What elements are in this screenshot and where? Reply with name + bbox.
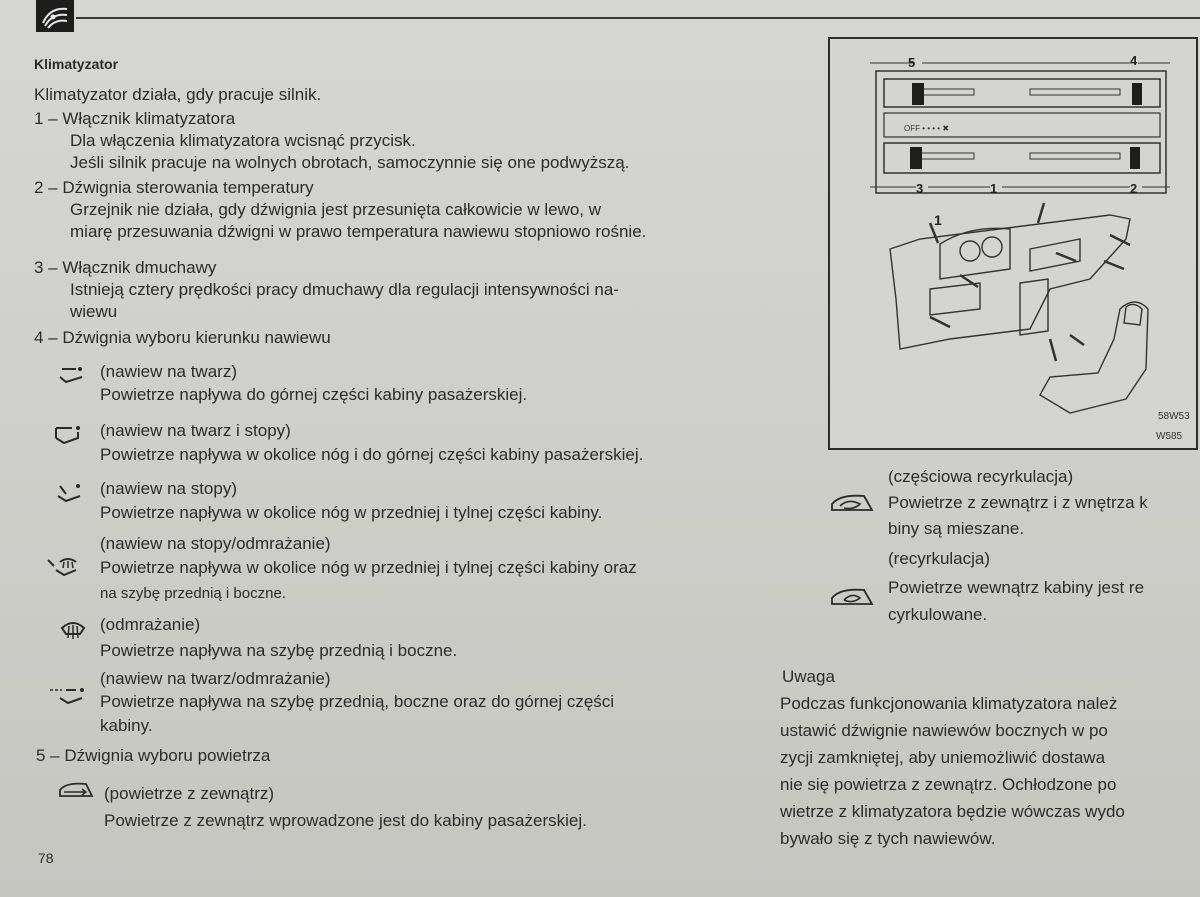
mode-feet-defrost-desc1: Powietrze napływa w okolice nóg w przedniej i tylnej części kabiny oraz	[100, 558, 637, 577]
face-vent-icon	[56, 363, 86, 387]
mode-face-desc: Powietrze napływa do górnej części kabiny pasażerskiej.	[100, 385, 528, 404]
diagram-code-1: 58W53	[1158, 411, 1190, 422]
ventilation-section-icon	[36, 0, 74, 32]
control-panel-drawing	[870, 63, 1170, 193]
mode-feet-defrost-label: (nawiew na stopy/odmrażanie)	[100, 534, 331, 553]
item-2-line2: miarę przesuwania dźwigni w prawo temperatura nawiewu stopniowo rośnie.	[70, 222, 647, 241]
callout-2: 2	[1130, 181, 1138, 196]
recirc-desc2: cyrkulowane.	[888, 605, 988, 624]
item-3-title: 3 – Włącznik dmuchawy	[34, 258, 217, 277]
mode-face-label: (nawiew na twarz)	[100, 362, 237, 381]
item-2-title: 2 – Dźwignia sterowania temperatury	[34, 178, 314, 197]
partial-recirc-label: (częściowa recyrkulacja)	[888, 467, 1074, 486]
note-line6: bywało się z tych nawiewów.	[780, 829, 996, 848]
note-line5: wietrze z klimatyzatora będzie wówczas wydo	[780, 802, 1125, 821]
face-and-feet-vent-icon	[52, 422, 86, 448]
top-rule	[76, 17, 1200, 19]
partial-recirc-desc1: Powietrze z zewnątrz i z wnętrza k	[888, 493, 1148, 512]
recirculation-icon	[828, 586, 876, 610]
mode-defrost-desc: Powietrze napływa na szybę przednią i boczne.	[100, 641, 458, 660]
note-line1: Podczas funkcjonowania klimatyzatora należ	[780, 694, 1118, 713]
diagram-code-2: W585	[1156, 431, 1183, 442]
callout-1: 1	[990, 181, 998, 196]
mode-bilevel-desc: Powietrze napływa w okolice nóg i do górnej części kabiny pasażerskiej.	[100, 445, 644, 464]
note-title: Uwaga	[782, 667, 835, 686]
callout-3: 3	[916, 181, 924, 196]
item-5-fresh-label: (powietrze z zewnątrz)	[104, 784, 275, 803]
mode-face-defrost-desc1: Powietrze napływa na szybę przednią, boczne oraz do górnej części	[100, 692, 615, 711]
item-2-line1: Grzejnik nie działa, gdy dźwignia jest przesunięta całkowicie w lewo, w	[70, 200, 602, 219]
section-title: Klimatyzator	[34, 56, 119, 72]
item-1-title: 1 – Włącznik klimatyzatora	[34, 109, 236, 128]
item-3-line1: Istnieją cztery prędkości pracy dmuchawy dla regulacji intensywności na-	[70, 280, 619, 299]
page-number: 78	[38, 850, 54, 866]
note-line2: ustawić dźwignie nawiewów bocznych w po	[780, 721, 1108, 740]
diagram-arrow-label-1: 1	[934, 212, 942, 228]
item-5-fresh-desc: Powietrze z zewnątrz wprowadzone jest do kabiny pasażerskiej.	[104, 811, 587, 830]
recirc-desc1: Powietrze wewnątrz kabiny jest re	[888, 578, 1145, 597]
callout-5: 5	[908, 55, 916, 70]
note-line3: zycji zamkniętej, aby uniemożliwić dostawa	[780, 748, 1106, 767]
fresh-air-icon	[56, 780, 96, 802]
intro-text: Klimatyzator działa, gdy pracuje silnik.	[34, 85, 322, 104]
item-3-line2: wiewu	[70, 302, 118, 321]
mode-feet-defrost-desc2: na szybę przednią i boczne.	[100, 585, 286, 602]
mode-feet-desc: Powietrze napływa w okolice nóg w przedniej i tylnej części kabiny.	[100, 503, 603, 522]
note-line4: nie się powietrza z zewnątrz. Ochłodzone po	[780, 775, 1117, 794]
partial-recirc-desc2: biny są mieszane.	[888, 519, 1025, 538]
mode-feet-label: (nawiew na stopy)	[100, 479, 238, 498]
item-4-title: 4 – Dźwignia wyboru kierunku nawiewu	[34, 328, 331, 347]
feet-defrost-vent-icon	[44, 556, 84, 580]
mode-face-defrost-label: (nawiew na twarz/odmrażanie)	[100, 669, 331, 688]
mode-face-defrost-desc2: kabiny.	[100, 716, 153, 735]
item-1-line1: Dla włączenia klimatyzatora wcisnąć przycisk.	[70, 131, 416, 150]
item-5-title: 5 – Dźwignia wyboru powietrza	[36, 746, 271, 765]
mode-defrost-label: (odmrażanie)	[100, 615, 201, 634]
face-defrost-vent-icon	[48, 684, 88, 708]
panel-button-labels: OFF • • • • ✖	[904, 124, 950, 133]
recirc-label: (recyrkulacja)	[888, 549, 991, 568]
partial-recirculation-icon	[828, 492, 876, 516]
air-conditioner-diagram	[828, 37, 1198, 450]
item-1-line2: Jeśli silnik pracuje na wolnych obrotach, samoczynnie się one podwyższą.	[70, 153, 630, 172]
callout-4: 4	[1130, 53, 1138, 68]
feet-vent-icon	[54, 480, 86, 506]
dashboard-drawing	[890, 203, 1148, 413]
mode-bilevel-label: (nawiew na twarz i stopy)	[100, 421, 291, 440]
defrost-icon	[60, 620, 86, 642]
